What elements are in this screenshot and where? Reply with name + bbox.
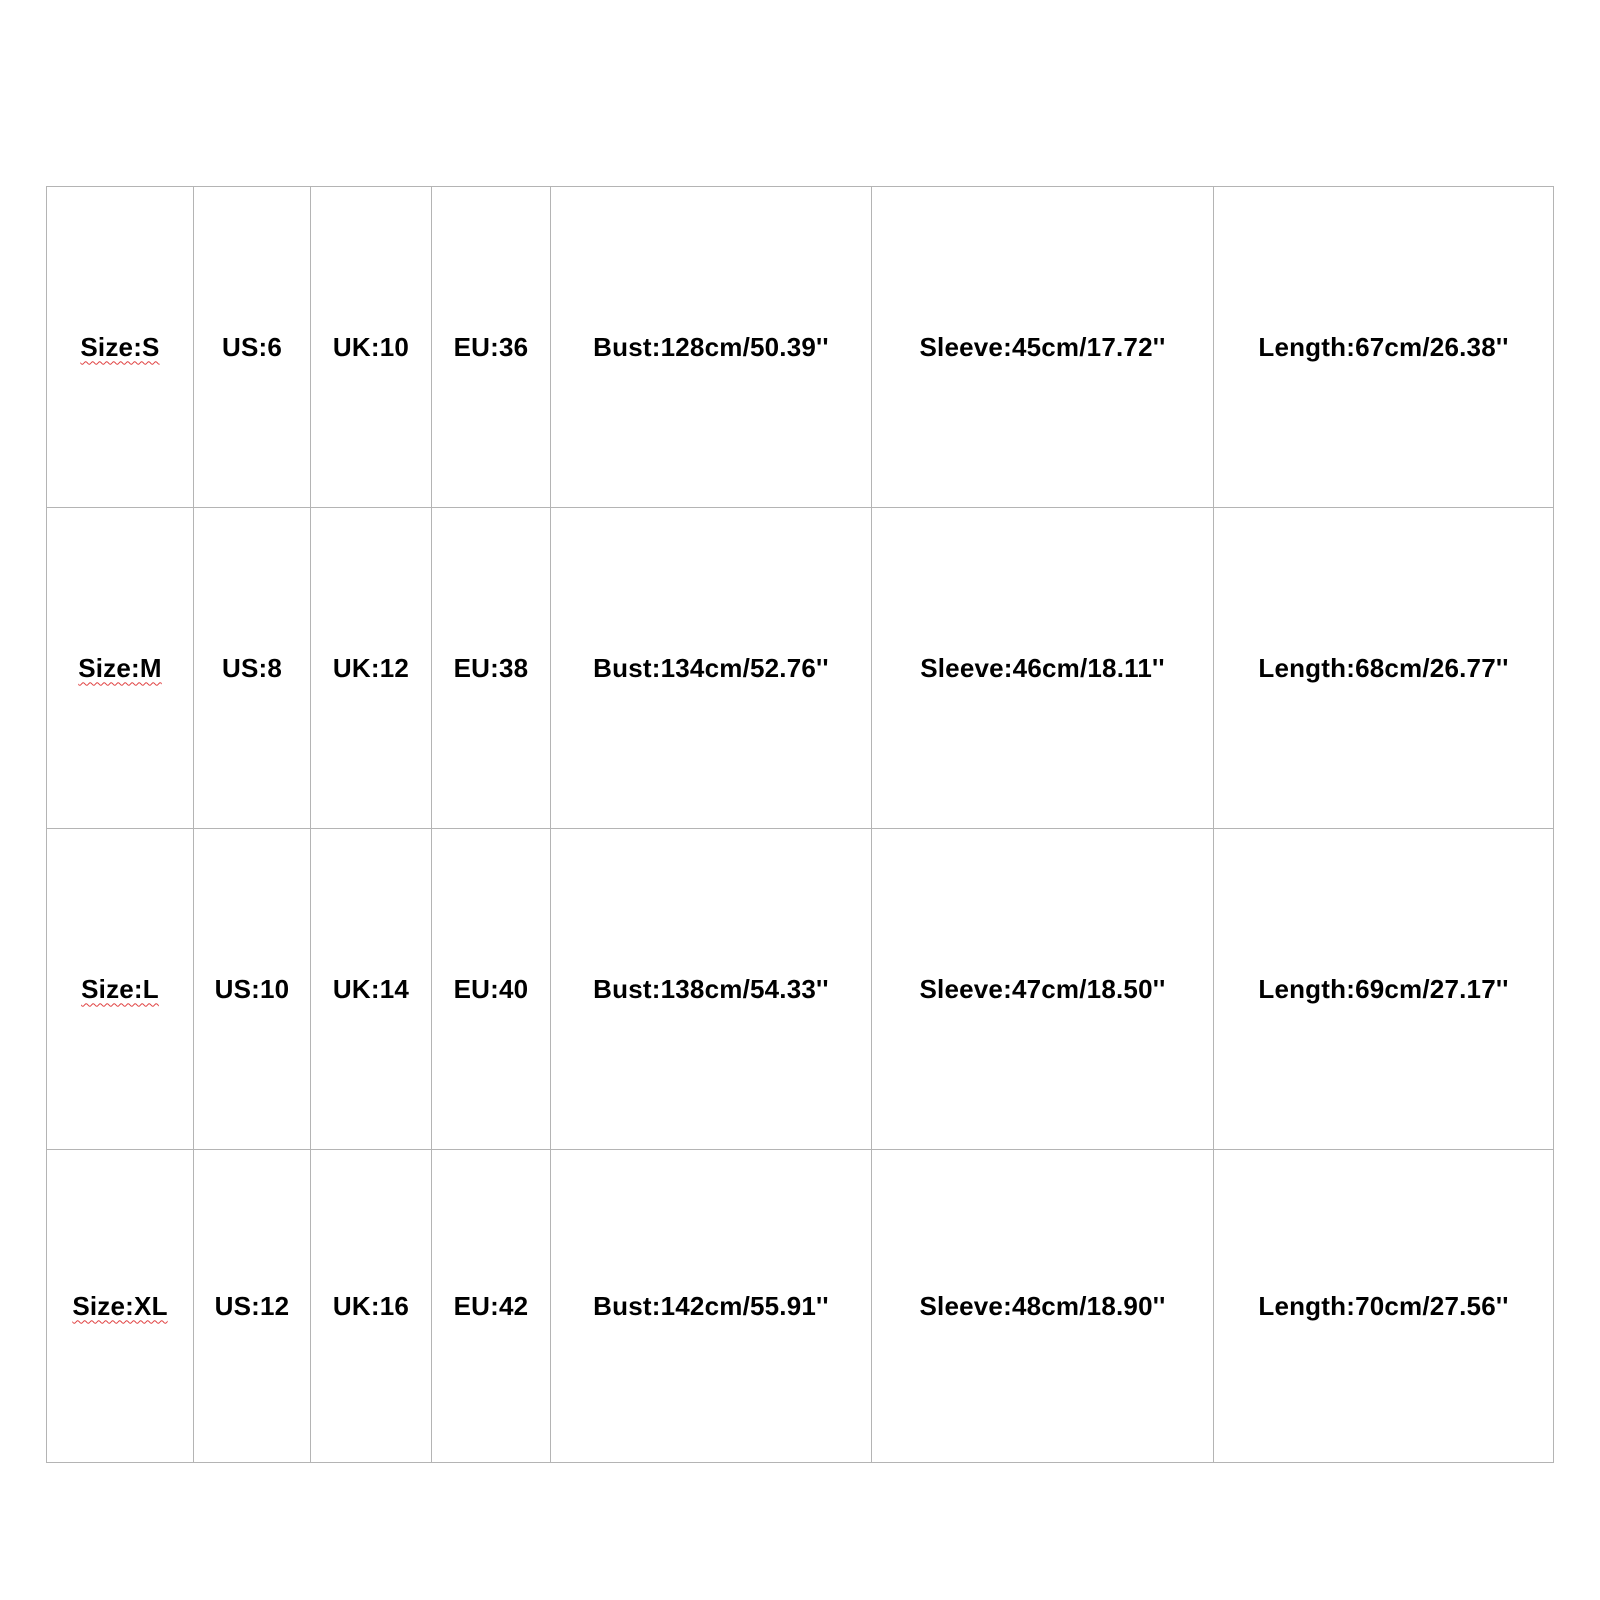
sleeve-cell: Sleeve:47cm/18.50''	[872, 829, 1214, 1150]
uk-size-cell: UK:10	[311, 187, 432, 508]
eu-size-cell: EU:38	[432, 508, 551, 829]
bust-cell: Bust:128cm/50.39''	[551, 187, 872, 508]
eu-size-cell: EU:40	[432, 829, 551, 1150]
size-row-l	[47, 829, 1554, 1150]
size-row-xl	[47, 1150, 1554, 1463]
sleeve-cell: Sleeve:48cm/18.90''	[872, 1150, 1214, 1463]
uk-size-cell: UK:12	[311, 508, 432, 829]
size-row-m	[47, 508, 1554, 829]
eu-size-cell: EU:42	[432, 1150, 551, 1463]
sleeve-cell: Sleeve:45cm/17.72''	[872, 187, 1214, 508]
us-size-cell: US:6	[194, 187, 311, 508]
bust-cell: Bust:142cm/55.91''	[551, 1150, 872, 1463]
length-cell: Length:67cm/26.38''	[1214, 187, 1554, 508]
length-cell: Length:68cm/26.77''	[1214, 508, 1554, 829]
uk-size-cell: UK:14	[311, 829, 432, 1150]
bust-cell: Bust:138cm/54.33''	[551, 829, 872, 1150]
sleeve-cell: Sleeve:46cm/18.11''	[872, 508, 1214, 829]
us-size-cell: US:8	[194, 508, 311, 829]
size-chart-table	[46, 186, 1554, 1463]
size-label-cell: Size:L	[47, 829, 194, 1150]
size-label-cell: Size:M	[47, 508, 194, 829]
uk-size-cell: UK:16	[311, 1150, 432, 1463]
size-row-s	[47, 187, 1554, 508]
eu-size-cell: EU:36	[432, 187, 551, 508]
us-size-cell: US:10	[194, 829, 311, 1150]
size-label-cell: Size:XL	[47, 1150, 194, 1463]
us-size-cell: US:12	[194, 1150, 311, 1463]
length-cell: Length:69cm/27.17''	[1214, 829, 1554, 1150]
size-label-cell: Size:S	[47, 187, 194, 508]
bust-cell: Bust:134cm/52.76''	[551, 508, 872, 829]
length-cell: Length:70cm/27.56''	[1214, 1150, 1554, 1463]
